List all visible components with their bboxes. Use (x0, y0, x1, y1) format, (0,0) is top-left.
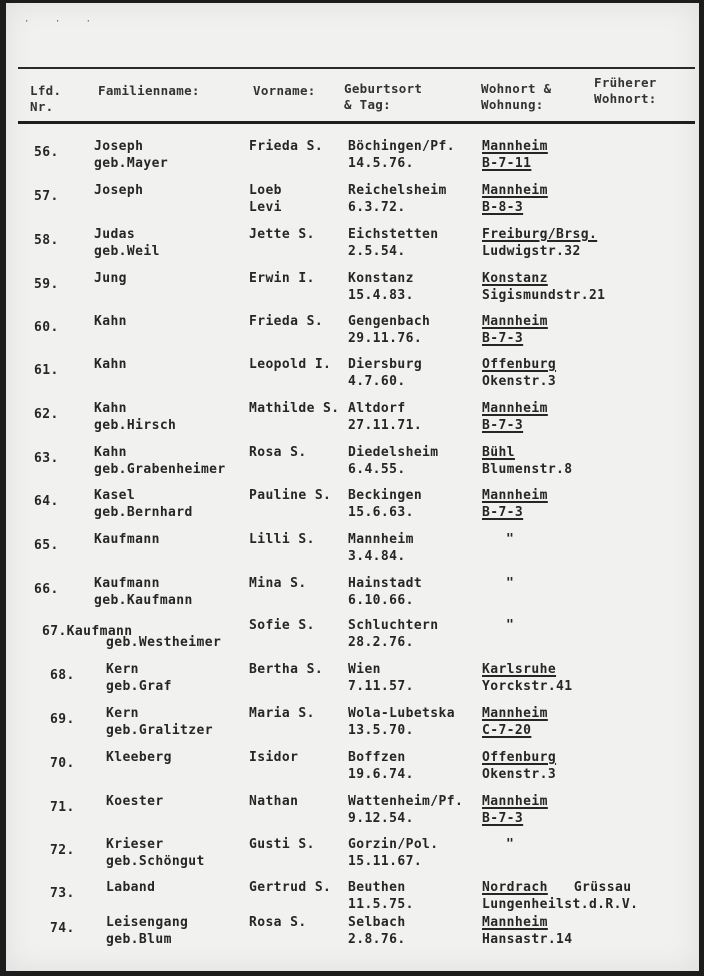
table-row (6, 356, 699, 398)
ditto-mark: " (506, 576, 515, 591)
row-number (50, 667, 102, 684)
table-row (6, 793, 699, 835)
residence-city: Mannheim (482, 139, 548, 154)
residence-city: Konstanz (482, 271, 548, 286)
residence-city: Bühl (482, 445, 515, 460)
first-name (249, 270, 359, 287)
residence (482, 400, 682, 434)
family-name (94, 575, 254, 609)
family-name-line1: Kahn (94, 314, 127, 329)
residence (482, 356, 682, 390)
row-number-line1: 64. (34, 494, 59, 509)
birthplace-date-line2: 2.5.54. (348, 244, 406, 259)
table-row (6, 705, 699, 747)
first-name (249, 617, 359, 634)
residence-address: B-7-3 (482, 811, 524, 826)
family-name (106, 661, 266, 695)
family-name-line1: Laband (106, 880, 156, 895)
row-number (50, 920, 102, 937)
first-name (249, 356, 359, 373)
family-name (94, 356, 254, 373)
birthplace-date-line1: Wola-Lubetska (348, 706, 455, 721)
first-name (249, 836, 359, 853)
birthplace-date-line1: Diedelsheim (348, 445, 439, 460)
birthplace-date (348, 617, 488, 651)
row-number-line1: 61. (34, 363, 59, 378)
family-name-line1: Kahn (94, 445, 127, 460)
family-name-line2: geb.Hirsch (94, 418, 177, 433)
table-row (6, 138, 699, 180)
row-number (50, 799, 102, 816)
family-name (106, 793, 266, 810)
birthplace-date (348, 914, 488, 948)
birthplace-date-line2: 14.5.76. (348, 156, 414, 171)
residence-city: Offenburg (482, 750, 557, 765)
birthplace-date (348, 182, 488, 216)
family-name-line2: geb.Blum (106, 932, 172, 947)
residence-city-alt: Grüssau (573, 880, 632, 895)
first-name (249, 661, 359, 678)
family-name (106, 836, 266, 870)
birthplace-date-line1: Diersburg (348, 357, 423, 372)
birthplace-date-line2: 7.11.57. (348, 679, 414, 694)
residence (482, 270, 682, 304)
row-number (34, 581, 86, 598)
ditto-mark: " (506, 837, 515, 852)
family-name-line2: geb.Bernhard (94, 505, 193, 520)
birthplace-date (348, 138, 488, 172)
family-name-line1: Kern (106, 662, 139, 677)
birthplace-date-line2: 11.5.75. (348, 897, 414, 912)
row-number-line1: 71. (50, 800, 75, 815)
birthplace-date-line1: Hainstadt (348, 576, 423, 591)
family-name-line1: Kern (106, 706, 139, 721)
family-name-line1: Kaufmann (94, 576, 160, 591)
first-name (249, 444, 359, 461)
family-name (94, 400, 254, 434)
birthplace-date (348, 226, 488, 260)
first-name-line1: Rosa S. (249, 445, 307, 460)
row-number-line1: 65. (34, 538, 59, 553)
table-row (6, 531, 699, 573)
family-name-line1: Jung (94, 271, 127, 286)
residence-address: Yorckstr.41 (482, 679, 573, 694)
residence (482, 575, 682, 592)
document-page (6, 3, 699, 971)
residence-city: Mannheim (482, 401, 548, 416)
first-name-line1: Gusti S. (249, 837, 315, 852)
corner-marks: · · · (24, 17, 102, 27)
birthplace-date-line1: Böchingen/Pf. (348, 139, 455, 154)
row-number (34, 362, 86, 379)
residence-city: Mannheim (482, 915, 548, 930)
first-name-line2: Levi (249, 200, 282, 215)
family-name-line1: Joseph (94, 183, 144, 198)
residence-address: B-8-3 (482, 200, 524, 215)
residence-city: Karlsruhe (482, 662, 557, 677)
residence (482, 914, 682, 948)
top-rule (18, 67, 695, 69)
first-name-line1: Erwin I. (249, 271, 315, 286)
header-vorname: Vorname: (253, 83, 316, 98)
row-number-line1: 59. (34, 277, 59, 292)
family-name-line2: geb.Gralitzer (106, 723, 213, 738)
first-name (249, 531, 359, 548)
residence (482, 836, 682, 853)
first-name-line1: Loeb (249, 183, 282, 198)
birthplace-date-line2: 13.5.70. (348, 723, 414, 738)
row-number-line1: 69. (50, 712, 75, 727)
first-name (249, 487, 359, 504)
family-name (94, 487, 254, 521)
residence-address: Sigismundstr.21 (482, 288, 606, 303)
family-name (94, 531, 254, 548)
family-name-line1: Kasel (94, 488, 136, 503)
row-number-line1: 56. (34, 145, 59, 160)
family-name (94, 226, 254, 260)
residence (482, 617, 682, 634)
residence (482, 879, 682, 913)
first-name (249, 914, 359, 931)
row-number-line1: 57. (34, 189, 59, 204)
family-name-line1: Krieser (106, 837, 164, 852)
family-name (106, 879, 266, 896)
residence-address: Okenstr.3 (482, 767, 557, 782)
residence-city: Nordrach (482, 880, 548, 895)
family-name-line1: Leisengang (106, 915, 189, 930)
residence-city: Mannheim (482, 183, 548, 198)
row-number (34, 493, 86, 510)
table-row (6, 661, 699, 703)
birthplace-date-line1: Wattenheim/Pf. (348, 794, 464, 809)
row-number-line1: 60. (34, 320, 59, 335)
first-name-line1: Rosa S. (249, 915, 307, 930)
birthplace-date-line2: 15.4.83. (348, 288, 414, 303)
residence-address: Lungenheilst.d.R.V. (482, 897, 639, 912)
first-name-line1: Nathan (249, 794, 299, 809)
family-name (94, 313, 254, 330)
residence (482, 182, 682, 216)
birthplace-date (348, 661, 488, 695)
family-name-line1: Kleeberg (106, 750, 172, 765)
header-familienname: Familienname: (98, 83, 200, 98)
table-row (6, 313, 699, 355)
family-name-line2: geb.Grabenheimer (94, 462, 226, 477)
family-name (106, 914, 266, 948)
birthplace-date-line2: 3.4.84. (348, 549, 406, 564)
birthplace-date-line1: Wien (348, 662, 381, 677)
table-row (6, 836, 699, 878)
table-row (6, 444, 699, 486)
residence-city: Mannheim (482, 488, 548, 503)
family-name (106, 617, 266, 651)
first-name-line1: Jette S. (249, 227, 315, 242)
residence-address: Blumenstr.8 (482, 462, 573, 477)
family-name (94, 444, 254, 478)
first-name (249, 879, 359, 896)
table-row (6, 487, 699, 529)
row-number (34, 232, 86, 249)
residence-address: B-7-3 (482, 418, 524, 433)
residence (482, 749, 682, 783)
table-row (6, 182, 699, 224)
table-row (6, 226, 699, 268)
row-number-line1: 72. (50, 843, 75, 858)
family-name-line1: Joseph (94, 139, 144, 154)
birthplace-date (348, 487, 488, 521)
birthplace-date-line1: Konstanz (348, 271, 414, 286)
birthplace-date-line1: Gorzin/Pol. (348, 837, 439, 852)
birthplace-date-line1: Selbach (348, 915, 406, 930)
residence-city: Offenburg (482, 357, 557, 372)
table-row (6, 400, 699, 442)
birthplace-date (348, 270, 488, 304)
residence-city: Mannheim (482, 706, 548, 721)
residence-city: Mannheim (482, 314, 548, 329)
birthplace-date (348, 836, 488, 870)
first-name-line1: Maria S. (249, 706, 315, 721)
birthplace-date-line1: Altdorf (348, 401, 406, 416)
first-name-line1: Gertrud S. (249, 880, 332, 895)
family-name (94, 270, 254, 287)
birthplace-date-line2: 6.10.66. (348, 593, 414, 608)
birthplace-date-line1: Beckingen (348, 488, 423, 503)
first-name (249, 226, 359, 243)
header-geburtsort: Geburtsort & Tag: (344, 81, 423, 112)
family-name-line1: Judas (94, 227, 136, 242)
birthplace-date-line1: Eichstetten (348, 227, 439, 242)
residence (482, 487, 682, 521)
residence-address: B-7-3 (482, 331, 524, 346)
ditto-mark: " (506, 532, 515, 547)
birthplace-date (348, 749, 488, 783)
row-number-line1: 66. (34, 582, 59, 597)
first-name-line1: Lilli S. (249, 532, 315, 547)
first-name (249, 182, 359, 216)
row-number-line1: 74. (50, 921, 75, 936)
birthplace-date (348, 356, 488, 390)
residence (482, 313, 682, 347)
row-number (34, 319, 86, 336)
residence (482, 226, 682, 260)
birthplace-date-line1: Gengenbach (348, 314, 431, 329)
residence (482, 531, 682, 548)
family-name-line2: geb.Schöngut (106, 854, 205, 869)
residence-address: B-7-3 (482, 505, 524, 520)
header-lfd-nr: Lfd. Nr. (30, 83, 62, 114)
family-name-line2: geb.Mayer (94, 156, 169, 171)
residence-city: Mannheim (482, 794, 548, 809)
birthplace-date-line1: Beuthen (348, 880, 406, 895)
birthplace-date (348, 313, 488, 347)
birthplace-date-line1: Mannheim (348, 532, 414, 547)
birthplace-date-line2: 6.4.55. (348, 462, 406, 477)
first-name-line1: Leopold I. (249, 357, 332, 372)
birthplace-date-line2: 15.11.67. (348, 854, 423, 869)
birthplace-date (348, 444, 488, 478)
table-row (6, 749, 699, 791)
row-number (34, 450, 86, 467)
first-name-line1: Frieda S. (249, 314, 324, 329)
row-number-line1: 58. (34, 233, 59, 248)
row-number (34, 144, 86, 161)
first-name (249, 575, 359, 592)
birthplace-date-line1: Boffzen (348, 750, 406, 765)
row-number-line1: 73. (50, 886, 75, 901)
residence-address: B-7-11 (482, 156, 532, 171)
birthplace-date (348, 531, 488, 565)
row-number (34, 276, 86, 293)
row-number-line1: 67.Kaufmann (42, 624, 133, 639)
row-number-line1: 63. (34, 451, 59, 466)
row-number-line1: 68. (50, 668, 75, 683)
birthplace-date-line2: 29.11.76. (348, 331, 423, 346)
birthplace-date-line2: 15.6.63. (348, 505, 414, 520)
birthplace-date-line1: Reichelsheim (348, 183, 447, 198)
birthplace-date-line2: 4.7.60. (348, 374, 406, 389)
family-name (94, 138, 254, 172)
residence (482, 793, 682, 827)
first-name-line1: Mathilde S. (249, 401, 340, 416)
first-name-line1: Sofie S. (249, 618, 315, 633)
birthplace-date (348, 705, 488, 739)
first-name-line1: Mina S. (249, 576, 307, 591)
residence-city: Freiburg/Brsg. (482, 227, 598, 242)
birthplace-date (348, 793, 488, 827)
header-rule (18, 121, 695, 124)
family-name-line1: Kahn (94, 401, 127, 416)
birthplace-date-line2: 9.12.54. (348, 811, 414, 826)
first-name (249, 138, 359, 155)
first-name (249, 313, 359, 330)
family-name-line2: geb.Westheimer (106, 635, 222, 650)
family-name-line1: Koester (106, 794, 164, 809)
residence-address: Hansastr.14 (482, 932, 573, 947)
birthplace-date (348, 400, 488, 434)
birthplace-date (348, 879, 488, 913)
header-wohnort: Wohnort & Wohnung: (481, 81, 552, 112)
ditto-mark: " (506, 618, 515, 633)
first-name (249, 749, 359, 766)
row-number (50, 842, 102, 859)
first-name-line1: Isidor (249, 750, 299, 765)
family-name (106, 749, 266, 766)
residence (482, 444, 682, 478)
row-number-line1: 70. (50, 756, 75, 771)
birthplace-date-line2: 28.2.76. (348, 635, 414, 650)
first-name (249, 793, 359, 810)
first-name (249, 705, 359, 722)
row-number (34, 188, 86, 205)
residence-address: Ludwigstr.32 (482, 244, 581, 259)
first-name-line1: Pauline S. (249, 488, 332, 503)
family-name-line2: geb.Graf (106, 679, 172, 694)
family-name (94, 182, 254, 199)
birthplace-date (348, 575, 488, 609)
table-row (6, 270, 699, 312)
first-name-line1: Bertha S. (249, 662, 324, 677)
birthplace-date-line2: 6.3.72. (348, 200, 406, 215)
residence (482, 705, 682, 739)
birthplace-date-line1: Schluchtern (348, 618, 439, 633)
table-row (6, 617, 699, 659)
family-name-line1: Kaufmann (94, 532, 160, 547)
residence (482, 661, 682, 695)
table-row (6, 575, 699, 617)
birthplace-date-line2: 2.8.76. (348, 932, 406, 947)
family-name-line1: Kahn (94, 357, 127, 372)
row-number (34, 537, 86, 554)
row-number (34, 406, 86, 423)
first-name-line1: Frieda S. (249, 139, 324, 154)
birthplace-date-line2: 27.11.71. (348, 418, 423, 433)
family-name (106, 705, 266, 739)
header-frueherer-wohnort: Früherer Wohnort: (594, 75, 657, 106)
family-name-line2: geb.Kaufmann (94, 593, 193, 608)
family-name-line2: geb.Weil (94, 244, 160, 259)
first-name (249, 400, 359, 417)
residence-address: C-7-20 (482, 723, 532, 738)
birthplace-date-line2: 19.6.74. (348, 767, 414, 782)
residence (482, 138, 682, 172)
row-number (50, 885, 102, 902)
row-number (50, 755, 102, 772)
row-number (50, 711, 102, 728)
residence-address: Okenstr.3 (482, 374, 557, 389)
table-row (6, 914, 699, 956)
row-number-line1: 62. (34, 407, 59, 422)
